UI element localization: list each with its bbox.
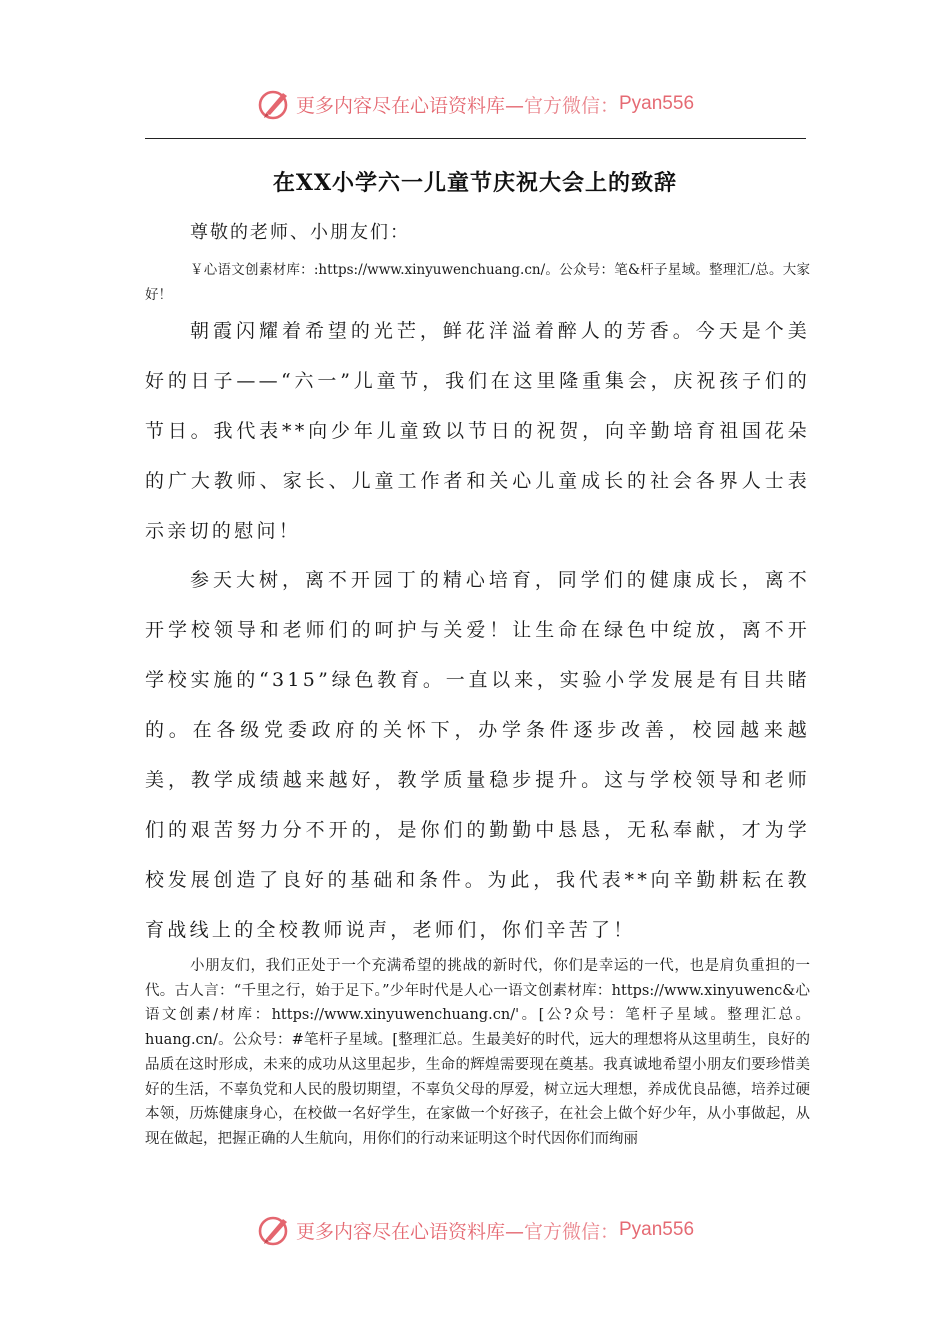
body-paragraph-2: 参天大树，离不开园丁的精心培育，同学们的健康成长，离不开学校领导和老师们的呵护与关爱！让生命在绿色中绽放，离不开学校实施的“315”绿色教育。一直以来，实验小学发展是有目共睹的。在各级党委政府的关怀下，办学条件逐步改善，校园越来越美，教学成绩越来越好，教学质量稳步提升。这与学校领导和老师们的艰苦努力分不开的，是你们的勤勤中恳恳，无私奉献，才为学校发展创造了良好的基础和条件。为此，我代表**向辛勤耕耘在教育战线上的全校教师说声，老师们，你们辛苦了！ bbox=[145, 569, 810, 941]
header-brand-wechat-id: Pyan556 bbox=[619, 93, 695, 114]
header-brand-text: 更多内容尽在心语资料库— bbox=[295, 94, 524, 117]
source-note: ￥心语文创素材库：:https://www.xinyuwenchuang.cn/。公众号：笔&杆子星域。整理汇/总。大家好！ bbox=[145, 262, 810, 303]
header-divider bbox=[145, 138, 806, 139]
footer-brand-wechat-label: 官方微信： bbox=[523, 1220, 619, 1243]
header-brand-wechat-label: 官方微信： bbox=[523, 94, 619, 117]
footer-brand-banner bbox=[0, 1206, 950, 1254]
body-paragraph-1: 朝霞闪耀着希望的光芒，鲜花洋溢着醉人的芳香。今天是个美好的日子——“六一”儿童节，我们在这里隆重集会，庆祝孩子们的节日。我代表**向少年儿童致以节日的祝贺，向辛勤培育祖国花朵的广大教师、家长、儿童工作者和关心儿童成长的社会各界人士表示亲切的慰问！ bbox=[145, 320, 810, 542]
footer-brand-wechat-id: Pyan556 bbox=[619, 1219, 695, 1240]
header-brand-banner bbox=[0, 80, 950, 128]
footer-brand-text: 更多内容尽在心语资料库— bbox=[295, 1220, 524, 1243]
body-paragraph-3: 小朋友们，我们正处于一个充满希望的挑战的新时代，你们是幸运的一代，也是肩负重担的一代。古人言：“千里之行，始于足下。”少年时代是人心一语文创素材库：https://www.xinyuwenc&心语文创素/材库：https://www.xinyuwenchuang.cn/'。[公?众号：笔杆子星域。整理汇总。huang.cn/。公众号：#笔杆子星域。[整理汇总。生最美好的时代，远大的理想将从这里萌生，良好的品质在这时形成，未来的成功从这里起步，生命的辉煌需要现在奠基。我真诚地希望小朋友们要珍惜美好的生活，不辜负党和人民的殷切期望，不辜负父母的厚爱，树立远大理想，养成优良品德，培养过硬本领，历炼健康身心，在校做一名好学生，在家做一个好孩子，在社会上做个好少年，从小事做起，从现在做起，把握正确的人生航向，用你们的行动来证明这个时代因你们而绚丽 bbox=[145, 958, 810, 1147]
page-title: 在XX小学六一儿童节庆祝大会上的致辞 bbox=[272, 170, 678, 196]
greeting: 尊敬的老师、小朋友们： bbox=[190, 222, 410, 243]
pen-logo-icon bbox=[256, 86, 292, 122]
pen-logo-icon bbox=[256, 1212, 292, 1248]
